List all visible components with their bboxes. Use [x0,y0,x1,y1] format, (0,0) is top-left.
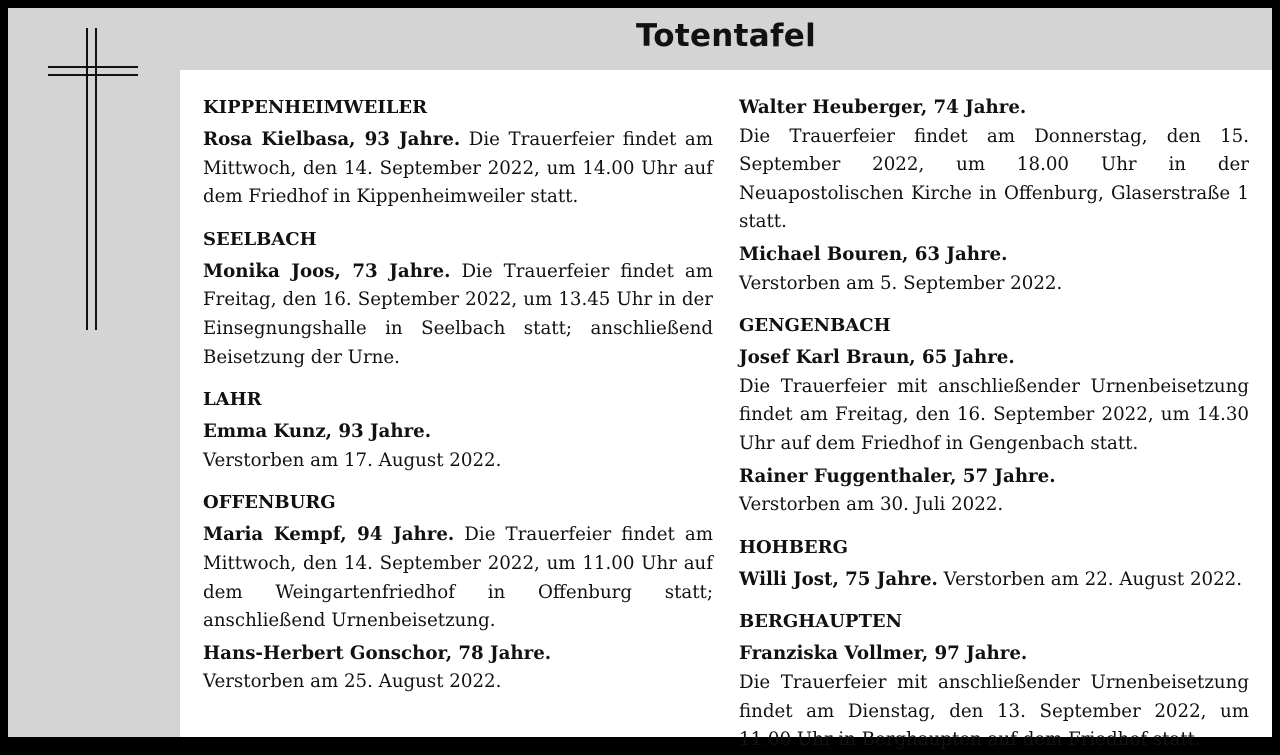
obituary-entry [739,94,1249,237]
obituary-entry [739,344,1249,458]
deceased-name: Hans-Herbert Gonschor, 78 Jahre. [203,642,552,664]
obituary-text: Die Trauerfeier findet am Mittwoch, den 14. September 2022, um 11.00 Uhr auf dem Weingartenfriedhof in Offenburg statt; anschließend Urnenbeisetzung. [203,524,713,632]
obituary-entry [203,126,713,212]
deceased-name: Franziska Vollmer, 97 Jahre. [739,643,1028,665]
obituary-text: Die Trauerfeier findet am Donnerstag, den 15. September 2022, um 18.00 Uhr in der Neuapostolischen Kirche in Offenburg, Glaserstraße 1 statt. [739,125,1249,233]
obituary-text: Verstorben am 5. September 2022. [739,272,1063,294]
deceased-name: Michael Bouren, 63 Jahre. [739,243,1008,265]
deceased-name: Rosa Kielbasa, 93 Jahre. [203,129,461,150]
left-column [203,94,713,697]
obituary-entry [739,463,1249,520]
place-heading: OFFENBURG [203,492,336,514]
obituary-panel [8,8,1272,751]
place-heading: BERGHAUPTEN [739,611,903,633]
deceased-name: Maria Kempf, 94 Jahre. [203,524,455,546]
place-heading: GENGENBACH [739,315,891,337]
place-heading: HOHBERG [739,536,848,558]
obituary-entry [203,640,713,697]
place-heading: LAHR [203,389,262,411]
deceased-name: Rainer Fuggenthaler, 57 Jahre. [739,465,1056,487]
obituary-text: Verstorben am 22. August 2022. [937,568,1243,590]
obituary-entry [739,241,1249,298]
obituary-text: Verstorben am 30. Juli 2022. [739,494,1004,516]
page-title: Totentafel [635,18,817,54]
right-column [739,94,1249,755]
place-heading: SEELBACH [203,228,317,250]
obituary-entry [203,258,713,372]
obituary-text: Verstorben am 25. August 2022. [203,671,502,693]
obituary-text: Die Trauerfeier mit anschließender Urnenbeisetzung findet am Freitag, den 16. September 2022, um 14.30 Uhr auf dem Friedhof in Gengenbach statt. [739,375,1249,454]
deceased-name: Monika Joos, 73 Jahre. [203,260,451,282]
obituary-entry [739,566,1249,595]
deceased-name: Walter Heuberger, 74 Jahre. [739,97,1027,118]
obituary-entry [203,521,713,635]
obituary-text: Die Trauerfeier findet am Mittwoch, den 14. September 2022, um 14.00 Uhr auf dem Friedhof in Kippenheimweiler statt. [203,129,713,208]
obituary-content [180,70,1272,751]
place-heading: KIPPENHEIMWEILER [203,97,428,118]
deceased-name: Josef Karl Braun, 65 Jahre. [739,347,1015,369]
obituary-text: Die Trauerfeier findet am Freitag, den 16. September 2022, um 13.45 Uhr in der Einsegnungshalle in Seelbach statt; anschließend Beisetzung der Urne. [203,260,714,368]
obituary-entry [739,640,1249,754]
deceased-name: Emma Kunz, 93 Jahre. [203,421,432,443]
obituary-text: Die Trauerfeier mit anschließender Urnenbeisetzung findet am Dienstag, den 13. September 2022, um 11.00 Uhr in Berghaupten auf dem Friedhof statt. [739,671,1249,751]
obituary-entry [203,418,713,475]
deceased-name: Willi Jost, 75 Jahre. [739,568,938,590]
cross-icon [48,28,138,330]
obituary-text: Verstorben am 17. August 2022. [203,449,502,471]
